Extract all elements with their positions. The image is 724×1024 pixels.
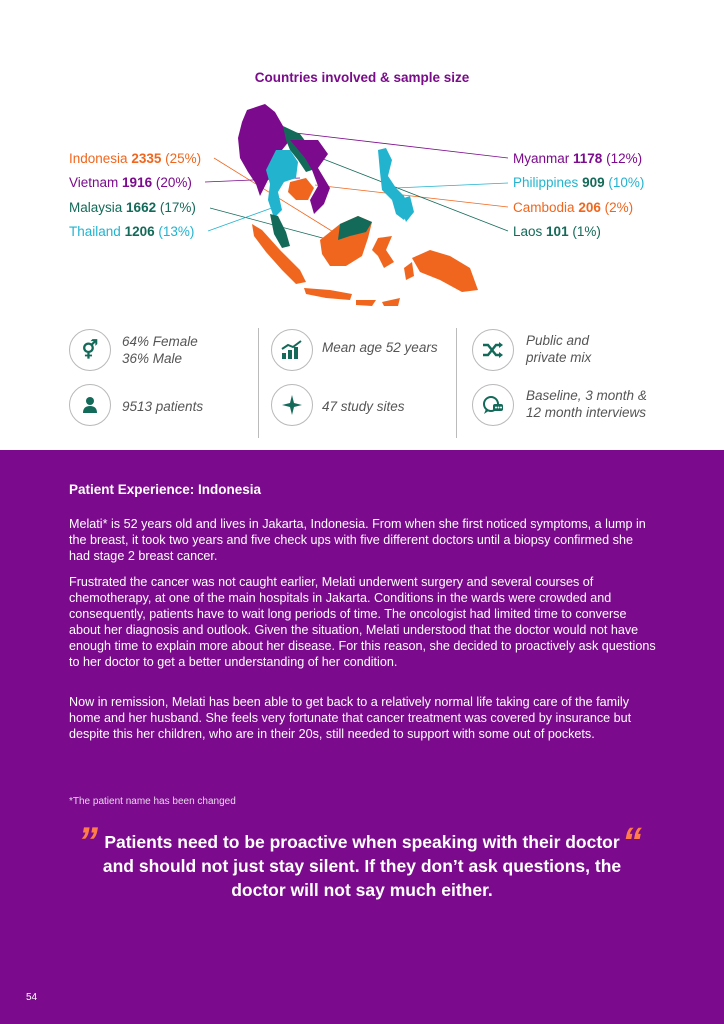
country-count: 1178: [573, 151, 603, 166]
mix-line1: Public and: [526, 333, 590, 348]
country-name: Laos: [513, 224, 543, 239]
divider: [258, 328, 259, 438]
country-pct: (20%): [155, 175, 192, 190]
patient-experience-section: [0, 450, 724, 1024]
paragraph-1: Melati* is 52 years old and lives in Jakarta, Indonesia. From when she first noticed symptoms, a lump in the breast, it took two years and five check ups with five different doctors until a biopsy confirmed she had stage 2 breast cancer.: [69, 517, 646, 563]
country-pct: (13%): [158, 224, 195, 239]
country-count: 1206: [124, 224, 155, 239]
country-name: Malaysia: [69, 200, 123, 215]
chat-icon: [472, 384, 514, 426]
country-count: 2335: [131, 151, 162, 166]
country-count: 101: [546, 224, 569, 239]
country-pct: (10%): [608, 175, 645, 190]
close-quote-mark: “: [622, 820, 642, 864]
paragraph-3: Now in remission, Melati has been able to get back to a relatively normal life taking care of the family home and her husband. She feels very fortunate that cancer treatment was covered by insurance but despite this her children, who are in their 20s, still needed to support with some out of pockets.: [69, 695, 632, 741]
gender-icon: ⚥: [69, 329, 111, 371]
country-pct: (1%): [572, 224, 601, 239]
country-name: Indonesia: [69, 151, 128, 166]
country-label-philippines: [513, 175, 644, 190]
mix-line2: private mix: [526, 350, 592, 365]
country-label-cambodia: [513, 200, 633, 215]
country-label-myanmar: [513, 151, 642, 166]
page-number: 54: [26, 992, 38, 1003]
pull-quote: Patients need to be proactive when speaking with their doctor and should not just stay silent. If they don’t ask questions, the doctor will not say much either.: [102, 832, 622, 900]
female-stat: 64% Female: [122, 334, 198, 349]
country-name: Vietnam: [69, 175, 119, 190]
divider: [456, 328, 457, 438]
country-label-indonesia: [69, 151, 201, 166]
country-count: 1916: [122, 175, 153, 190]
shuffle-icon: [472, 329, 514, 371]
map-title: Countries involved & sample size: [254, 70, 470, 85]
country-pct: (2%): [604, 200, 634, 215]
country-name: Cambodia: [513, 200, 575, 215]
country-count: 206: [578, 200, 601, 215]
open-quote-mark: ”: [78, 820, 98, 864]
country-label-laos: [513, 224, 601, 239]
country-pct: (17%): [159, 200, 196, 215]
footnote: *The patient name has been changed: [69, 796, 236, 807]
section-heading: Patient Experience: Indonesia: [69, 482, 262, 497]
country-name: Myanmar: [513, 151, 570, 166]
country-name: Philippines: [513, 175, 579, 190]
country-label-vietnam: [69, 175, 192, 190]
country-pct: (12%): [606, 151, 643, 166]
map-section: [0, 0, 724, 450]
compass-icon: [271, 384, 313, 426]
country-label-malaysia: [69, 200, 196, 215]
male-stat: 36% Male: [122, 351, 183, 366]
patients-stat: 9513 patients: [122, 399, 204, 414]
mix-stat: [526, 332, 591, 366]
chart-icon: [271, 329, 313, 371]
person-icon: [69, 384, 111, 426]
interviews-line1: Baseline, 3 month &: [526, 388, 647, 403]
interviews-stat: [526, 387, 647, 421]
country-count: 909: [582, 175, 605, 190]
country-pct: (25%): [165, 151, 202, 166]
country-count: 1662: [126, 200, 157, 215]
sites-stat: 47 study sites: [322, 399, 405, 414]
mean-age-stat: Mean age 52 years: [322, 340, 438, 355]
paragraph-2: Frustrated the cancer was not caught earlier, Melati underwent surgery and several courses of chemotherapy, at one of the main hospitals in Jakarta. Conditions in the wards were crowded and consequently, patients have to wait long periods of time. The oncologist had limited time to converse about her diagnosis and outlook. Given the situation, Melati understood that the doctor would not have enough time to explain more about her disease. For this reason, she decided to proactively ask questions to her doctor to get a better understanding of her condition.: [69, 575, 656, 669]
gender-stat: [122, 333, 198, 367]
interviews-line2: 12 month interviews: [526, 405, 647, 420]
country-name: Thailand: [69, 224, 121, 239]
country-label-thailand: [69, 224, 194, 239]
